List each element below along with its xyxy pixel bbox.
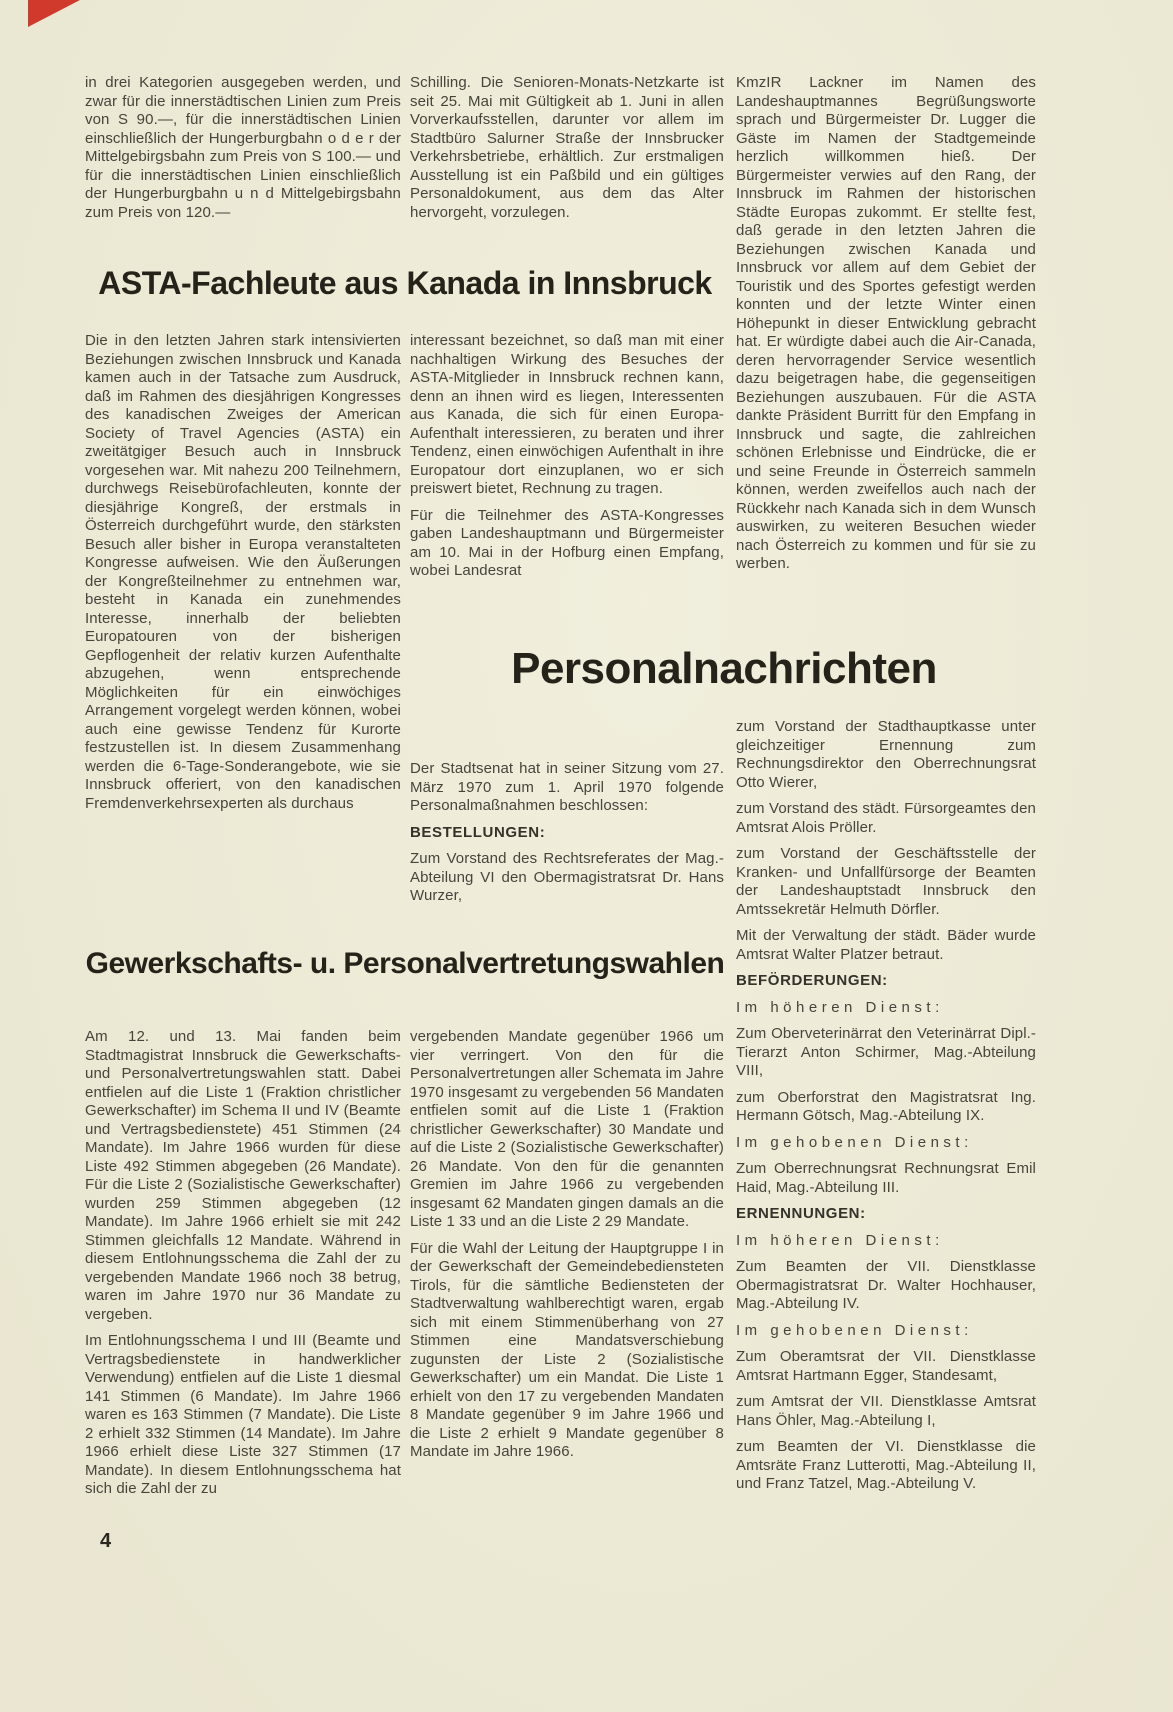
section-heading-befoerderungen: BEFÖRDERUNGEN: — [736, 972, 888, 989]
paragraph: interessant bezeichnet, so daß man mit einer nachhaltigen Wirkung des Besuches der ASTA-Mitglieder in Innsbruck rechnen kann, denn an ihnen wird es liegen, Interessenten aus Kanada, die sich für einen Europa-Aufenthalt interessieren, zu beraten und ihrer Tendenz, einen einwöchigen Aufenthalt in ihre Europatour dort einzuplanen, wo er sich preiswert bietet, Rechnung zu tragen. — [410, 332, 724, 497]
paragraph: Schilling. Die Senioren-Monats-Netzkarte ist seit 25. Mai mit Gültigkeit ab 1. Juni in allen Vorverkaufsstellen, darunter vor allem im Stadtbüro Salurner Straße der Innsbrucker Verkehrsbetriebe, erhältlich. Zur erstmaligen Ausstellung ist ein Paßbild und ein gültiges Personaldokument, aus dem das Alter hervorgeht, vorzulegen. — [410, 74, 724, 221]
paragraph: zum Amtsrat der VII. Dienstklasse Amtsrat Hans Öhler, Mag.-Abteilung I, — [736, 1393, 1036, 1429]
paragraph: Zum Oberamtsrat der VII. Dienstklasse Amtsrat Hartmann Egger, Standesamt, — [736, 1348, 1036, 1384]
wahlen-column-2 — [410, 1028, 724, 1462]
section-heading-ernennungen: ERNENNUNGEN: — [736, 1205, 866, 1222]
personal-column-2 — [410, 760, 724, 906]
paragraph: Am 12. und 13. Mai fanden beim Stadtmagistrat Innsbruck die Gewerkschafts- und Personalvertretungswahlen statt. Dabei entfielen auf die Liste 1 (Fraktion christlicher Gewerkschafter) im Schema II und IV (Beamte und Vertragsbedienstete) 451 Stimmen (24 Mandate). Im Jahre 1966 wurden für diese Liste 492 Stimmen abgegeben (26 Mandate). Für die Liste 2 (Sozialistische Gewerkschafter) wurden 259 Stimmen abgegeben (12 Mandate). Im Jahre 1966 erhielt sie mit 242 Stimmen gleichfalls 12 Mandate. Während in diesem Entlohnungsschema die Zahl der zu vergebenden Mandate 1966 noch 38 betrug, waren im Jahre 1970 nur 36 Mandate zu vergeben. — [85, 1028, 401, 1323]
paragraph: Mit der Verwaltung der städt. Bäder wurde Amtsrat Walter Platzer betraut. — [736, 927, 1036, 963]
paragraph: zum Vorstand der Geschäftsstelle der Kranken- und Unfallfürsorge der Beamten der Landeshauptstadt Innsbruck den Amtssekretär Helmuth Dörfler. — [736, 845, 1036, 918]
personal-column-3 — [736, 718, 1036, 1494]
paragraph: Für die Wahl der Leitung der Hauptgruppe I in der Gewerkschaft der Gemeindebediensteten Tirols, für die sämtliche Bediensteten der Stadtverwaltung wahlberechtigt waren, ergab sich mit einem Stimmenüberhang von 27 Stimmen eine Mandatsverschiebung zugunsten der Liste 2 (Sozialistische Gewerkschafter) um ein Mandat. Die Liste 1 erhielt von den 17 zu vergebenden Mandaten 8 Mandate gegenüber 9 im Jahre 1966 und die Liste 2 erhielt 9 Mandate gegenüber 8 Mandate im Jahre 1966. — [410, 1239, 724, 1460]
asta-column-1 — [85, 332, 401, 813]
paragraph: Der Stadtsenat hat in seiner Sitzung vom 27. März 1970 zum 1. April 1970 folgende Personalmaßnahmen beschlossen: — [410, 760, 724, 814]
continuation-column-2 — [410, 74, 724, 222]
paragraph: KmzIR Lackner im Namen des Landeshauptmannes Begrüßungsworte sprach und Bürgermeister Dr. Lugger die Gäste im Namen der Stadtgemeinde herzlich willkommen hieß. Der Bürgermeister verwies auf den Rang, der Innsbruck im Rahmen der historischen Städte Europas zukommt. Er stellte fest, daß gerade in den letzten Jahren die Beziehungen zwischen Kanada und Innsbruck vor allem auf dem Gebiet der Touristik und des Sportes gefestigt werden konnten und der letzte Winter einen Höhepunkt in dieser Entwicklung gebracht hat. Er würdigte dabei auch die Air-Canada, deren hervorragender Service wesentlich dazu beigetragen habe, die gegenseitigen Beziehungen auszubauen. Für die ASTA dankte Präsident Burritt für den Empfang in Innsbruck und sagte, die zahlreichen schönen Erlebnisse und Eindrücke, die er und seine Freunde in Österreich sammeln können, werden zweifellos auch nach der Rückkehr nach Kanada sich in dem Wunsch auswirken, zu weiteren Besuchen wieder nach Österreich zu kommen und für sie zu werben. — [736, 74, 1036, 572]
paragraph: zum Beamten der VI. Dienstklasse die Amtsräte Franz Lutterotti, Mag.-Abteilung II, und Franz Tatzel, Mag.-Abteilung V. — [736, 1438, 1036, 1492]
headline-asta: ASTA-Fachleute aus Kanada in Innsbruck — [98, 265, 712, 301]
paragraph: Zum Beamten der VII. Dienstklasse Obermagistratsrat Dr. Walter Hochhauser, Mag.-Abteilung IV. — [736, 1258, 1036, 1312]
paragraph: Für die Teilnehmer des ASTA-Kongresses gaben Landeshauptmann und Bürgermeister am 10. Mai in der Hofburg einen Empfang, wobei Landesrat — [410, 506, 724, 579]
paragraph: in drei Kategorien ausgegeben werden, und zwar für die innerstädtischen Linien zum Preis von S 90.—, für die innerstädtischen Linien einschließlich der Hungerburgbahn o d e r der Mittelgebirgsbahn zum Preis von S 100.— und für die innerstädtischen Linien einschließlich der Hungerburgbahn u n d Mittelgebirgsbahn zum Preis von 120.— — [85, 74, 401, 221]
page-number: 4 — [100, 1530, 112, 1552]
subsection-heading: Im höheren Dienst: — [736, 1231, 944, 1249]
paragraph: Im Entlohnungsschema I und III (Beamte und Vertragsbedienstete in handwerklicher Verwendung) entfielen auf die Liste 1 diesmal 141 Stimmen (6 Mandate). Im Jahre 1966 waren es 163 Stimmen (7 Mandate). Die Liste 2 erhielt 332 Stimmen (14 Mandate). Im Jahre 1966 erhielt diese Liste 327 Stimmen (17 Mandate). In diesem Entlohnungsschema hat sich die Zahl der zu — [85, 1332, 401, 1497]
asta-column-2 — [410, 332, 724, 581]
continuation-column-1 — [85, 74, 401, 222]
paragraph: Zum Oberveterinärrat den Veterinärrat Dipl.-Tierarzt Anton Schirmer, Mag.-Abteilung VIII, — [736, 1025, 1036, 1079]
subsection-heading: Im gehobenen Dienst: — [736, 1133, 973, 1151]
headline-personalnachrichten: Personalnachrichten — [511, 644, 937, 693]
paragraph: Die in den letzten Jahren stark intensivierten Beziehungen zwischen Innsbruck und Kanada kamen auch in der Tatsache zum Ausdruck, daß im Rahmen des diesjährigen Kongresses des kanadischen Zweiges der American Society of Travel Agencies (ASTA) ein zweitätgiger Besuch auch in Innsbruck vorgesehen war. Mit nahezu 200 Teilnehmern, durchwegs Reisebürofachleuten, konnte der diesjährige Kongreß, der erstmals in Österreich durchgeführt wurde, den stärksten Besuch aller bisher in Europa veranstalteten Kongresse aufweisen. Wie den Äußerungen der Kongreßteilnehmer zu entnehmen war, besteht in Kanada ein zunehmendes Interesse, innerhalb der beliebten Europatouren von der bisherigen Gepflogenheit der relativ kurzen Aufenthalte abzugehen, wenn entsprechende Möglichkeiten für ein einwöchiges Arrangement vorgelegt werden können, wobei auch eine gewisse Tendenz für Kurorte festzustellen ist. In diesem Zusammenhang werden die 6-Tage-Sonderangebote, wie sie Innsbruck offeriert, von den kanadischen Fremdenverkehrsexperten als durchaus — [85, 332, 401, 812]
red-corner-mark — [28, 0, 80, 27]
headline-wahlen: Gewerkschafts- u. Personalvertretungswahlen — [85, 947, 725, 980]
subsection-heading: Im höheren Dienst: — [736, 998, 944, 1016]
section-heading-bestellungen: BESTELLUNGEN: — [410, 823, 546, 841]
paragraph: zum Oberforstrat den Magistratsrat Ing. Hermann Götsch, Mag.-Abteilung IX. — [736, 1088, 1036, 1124]
wahlen-column-1 — [85, 1028, 401, 1499]
asta-column-3 — [736, 74, 1036, 574]
paragraph: zum Vorstand der Stadthauptkasse unter gleichzeitiger Ernennung zum Rechnungsdirektor den Oberrechnungsrat Otto Wierer, — [736, 718, 1036, 791]
paragraph: Zum Vorstand des Rechtsreferates der Mag.-Abteilung VI den Obermagistratsrat Dr. Hans Wurzer, — [410, 850, 724, 904]
paragraph: Zum Oberrechnungsrat Rechnungsrat Emil Haid, Mag.-Abteilung III. — [736, 1160, 1036, 1196]
paragraph: vergebenden Mandate gegenüber 1966 um vier verringert. Von den für die Personalvertretungen aller Schemata im Jahre 1970 insgesamt zu vergebenden 56 Mandaten entfielen somit auf die Liste 1 (Fraktion christlicher Gewerkschafter) 30 Mandate und auf die Liste 2 (Sozialistische Gewerkschafter) 26 Mandate. Von den für die genannten Gremien im Jahre 1966 zu vergebenden insgesamt 62 Mandaten gingen damals an die Liste 1 33 und an die Liste 2 29 Mandate. — [410, 1028, 724, 1230]
paragraph: zum Vorstand des städt. Fürsorgeamtes den Amtsrat Alois Pröller. — [736, 800, 1036, 836]
subsection-heading: Im gehobenen Dienst: — [736, 1321, 973, 1339]
